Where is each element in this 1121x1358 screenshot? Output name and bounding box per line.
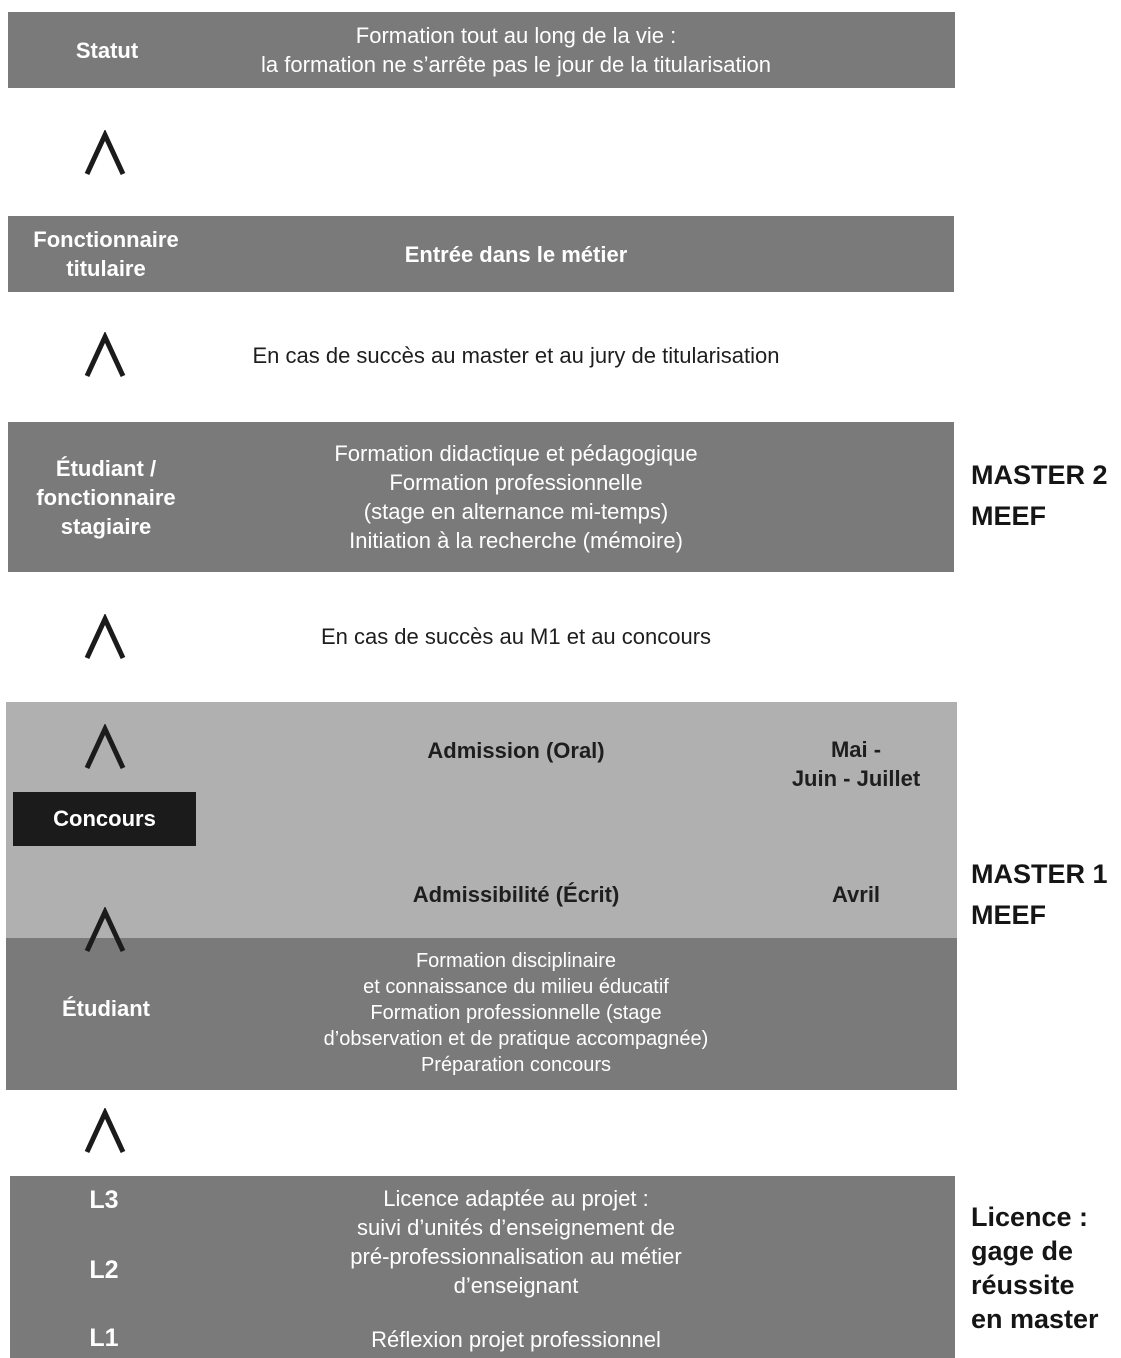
licence-side-line: en master — [971, 1304, 1099, 1334]
etudiant-text — [206, 942, 826, 1084]
caret-up-icon — [82, 1108, 128, 1154]
statut-text-line: la formation ne s’arrête pas le jour de la titularisation — [261, 52, 771, 77]
stagiaire-text-line: Initiation à la recherche (mémoire) — [349, 528, 683, 553]
statut-band — [8, 12, 955, 88]
stagiaire-text — [206, 422, 826, 572]
stagiaire-text-line: Formation professionnelle — [389, 470, 643, 495]
master2-label-line: MASTER 2 — [971, 460, 1108, 490]
etudiant-text-line: Formation professionnelle (stage — [370, 1002, 662, 1024]
level-l3: L3 — [89, 1186, 119, 1214]
licence-side-line: réussite — [971, 1270, 1075, 1300]
etudiant-text-line: d’observation et de pratique accompagnée) — [323, 1028, 709, 1050]
statut-text — [206, 12, 826, 88]
master2-label — [971, 455, 1108, 537]
etudiant-text-line: et connaissance du milieu éducatif — [363, 976, 669, 998]
condition-titularisation: En cas de succès au master et au jury de titularisation — [252, 343, 780, 368]
caret-up-icon — [82, 614, 128, 660]
stagiaire-label-line: Étudiant / — [55, 455, 157, 481]
stagiaire-band — [8, 422, 954, 572]
caret-up-icon — [82, 130, 128, 176]
titulaire-text: Entrée dans le métier — [404, 241, 628, 267]
admissibilite-period: Avril — [831, 881, 881, 907]
level-l1: L1 — [89, 1324, 119, 1352]
titulaire-band — [8, 216, 954, 292]
etudiant-text-line: Préparation concours — [420, 1054, 612, 1076]
stagiaire-label-line: fonctionnaire — [36, 484, 176, 510]
licence-side-line: Licence : — [971, 1202, 1089, 1232]
admissibilite-label: Admissibilité (Écrit) — [412, 881, 620, 907]
licence-band — [10, 1176, 955, 1358]
etudiant-label: Étudiant — [62, 995, 150, 1021]
titulaire-label-line: titulaire — [66, 256, 146, 281]
licence-text-line: Licence adaptée au projet : — [383, 1186, 649, 1211]
licence-text-line: pré-professionnalisation au métier — [350, 1244, 682, 1269]
stagiaire-text-line: Formation didactique et pédagogique — [334, 441, 698, 466]
caret-up-icon — [82, 724, 128, 770]
licence-text — [206, 1184, 826, 1300]
reflexion-text: Réflexion projet professionnel — [371, 1326, 661, 1352]
licence-text-line: suivi d’unités d’enseignement de — [357, 1215, 675, 1240]
licence-side-line: gage de — [971, 1236, 1074, 1266]
stagiaire-label — [8, 422, 204, 572]
stagiaire-label-line: stagiaire — [60, 513, 152, 539]
master1-label-line: MASTER 1 — [971, 859, 1108, 889]
licence-side-label — [971, 1200, 1099, 1336]
statut-text-line: Formation tout au long de la vie : — [355, 23, 677, 48]
etudiant-text-line: Formation disciplinaire — [415, 950, 617, 972]
admission-label: Admission (Oral) — [427, 737, 605, 763]
admission-period — [766, 734, 946, 794]
master1-label — [971, 854, 1108, 936]
titulaire-label-line: Fonctionnaire — [33, 227, 179, 252]
admission-period-line: Mai - — [830, 737, 882, 762]
master2-label-line: MEEF — [971, 501, 1047, 531]
master1-label-line: MEEF — [971, 900, 1047, 930]
titulaire-label — [8, 216, 204, 292]
caret-up-icon — [82, 907, 128, 953]
condition-m1: En cas de succès au M1 et au concours — [320, 624, 712, 649]
statut-label: Statut — [75, 37, 139, 63]
level-l2: L2 — [89, 1256, 119, 1284]
stagiaire-text-line: (stage en alternance mi-temps) — [363, 499, 669, 524]
concours-label: Concours — [13, 792, 196, 846]
admission-period-line: Juin - Juillet — [791, 766, 921, 791]
etudiant-band — [6, 938, 957, 1090]
caret-up-icon — [82, 332, 128, 378]
licence-text-line: d’enseignant — [453, 1273, 579, 1298]
